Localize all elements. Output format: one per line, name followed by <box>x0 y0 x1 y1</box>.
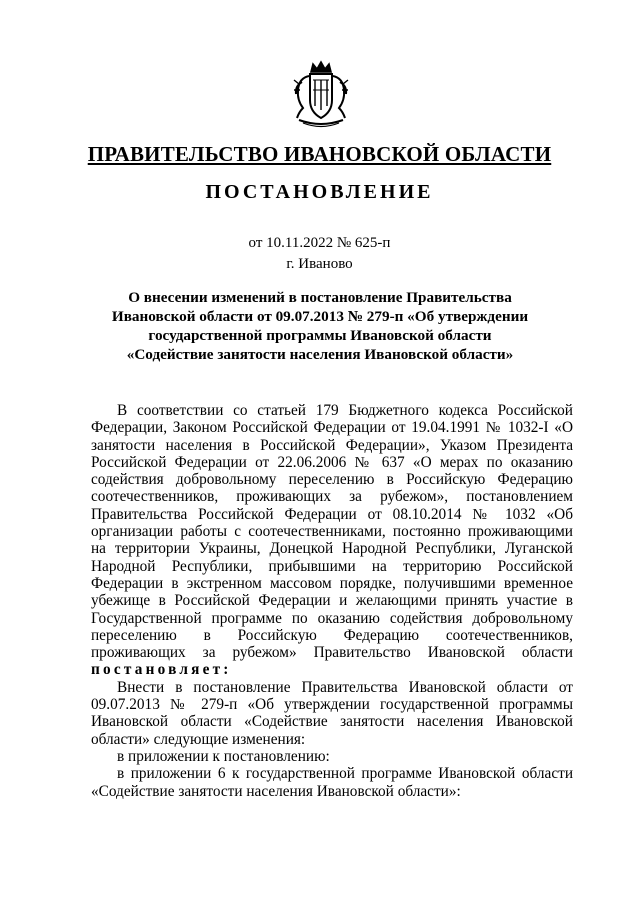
government-title: ПРАВИТЕЛЬСТВО ИВАНОВСКОЙ ОБЛАСТИ <box>87 142 552 166</box>
resolution-keyword: постановляет: <box>91 661 232 679</box>
paragraph <box>91 402 573 679</box>
paragraph: Внести в постановление Правительства Ивановской области от 09.07.2013 № 279-п «Об утверждении государственной программы Ивановской области «Содействие занятости населения Ивановской области» следующие изменения: <box>91 678 573 748</box>
document-body <box>91 402 573 800</box>
coat-of-arms-icon <box>293 60 349 128</box>
paragraph: в приложении к постановлению: <box>117 747 330 765</box>
paragraph-text: В соответствии со статьей 179 Бюджетного кодекса Российской Федерации, Законом Российской Федерации от 19.04.1991 № 1032-I «О занятости населения в Российской Федерации», Указом Президента Российской Федерации от 22.06.2006 № 637 «О мерах по оказанию содействия добровольному переселению в Российскую Федерацию соотечественников, проживающих за рубежом», постановлением Правительства Российской Федерации от 08.10.2014 № 1032 «Об организации работы с соотечественниками, постоянно проживающими на территории Украины, Донецкой Народной Республики, Луганской Народной Республики, прибывшими на территорию Российской Федерации в экстренном массовом порядке, получившими временное убежище в Российской Федерации и желающими принять участие в Государственной программе по оказанию содействия добровольному переселению в Российскую Федерацию соотечественников, проживающих за рубежом» Правительство Ивановской области <box>91 402 573 662</box>
document-date: от 10.11.2022 № 625-п <box>248 235 391 251</box>
paragraph: в приложении 6 к государственной программе Ивановской области «Содействие занятости населения Ивановской области»: <box>91 765 573 800</box>
document-city: г. Иваново <box>286 256 353 272</box>
document-type: ПОСТАНОВЛЕНИЕ <box>205 181 434 203</box>
document-subject: О внесении изменений в постановление Правительства Ивановской области от 09.07.2013 № 279-п «Об утверждении государственной программы Ивановской области «Содействие занятости населения Ивановской области» <box>111 289 529 363</box>
